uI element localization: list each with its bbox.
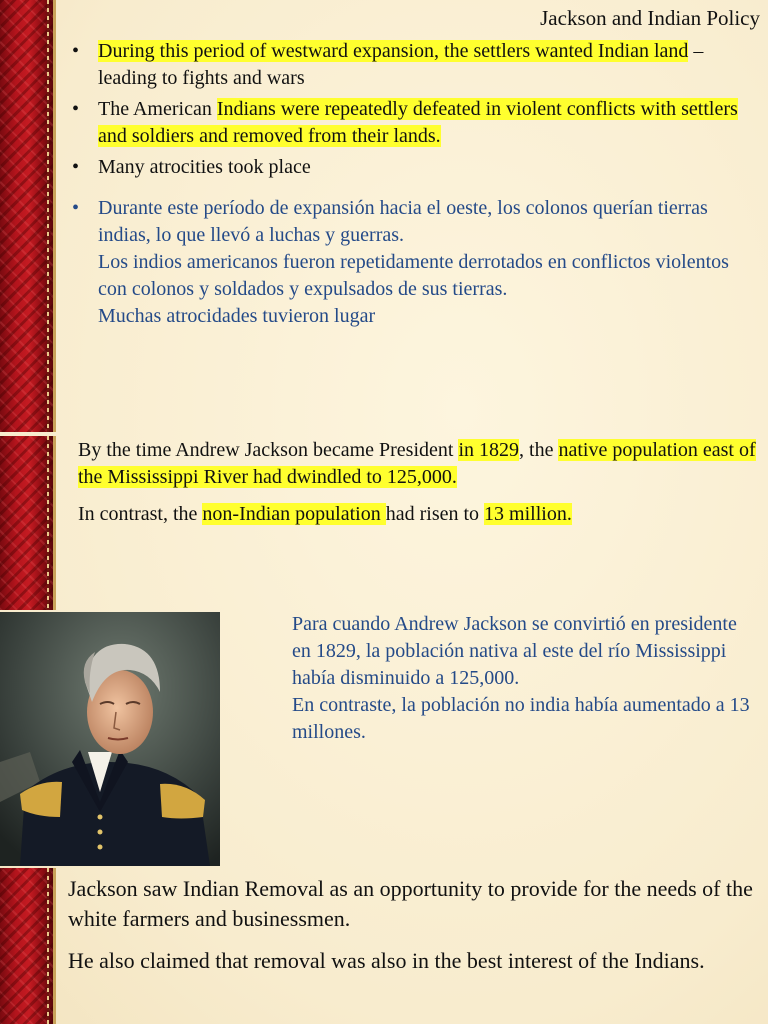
bullet-indians-defeated — [70, 96, 750, 150]
bullet-text: – leading to fights and wars — [98, 40, 704, 89]
removal-paragraph-2: He also claimed that removal was also in the best interest of the Indians. — [68, 948, 705, 973]
bullet-icon: • — [72, 98, 80, 120]
decorative-border-bottom — [0, 868, 56, 1024]
slide-title: Jackson and Indian Policy — [540, 6, 760, 30]
bullet-icon: • — [72, 40, 80, 62]
bullet-text: The American — [98, 98, 217, 120]
spanish-population-block — [292, 611, 752, 746]
decorative-border-middle — [0, 436, 56, 610]
portrait-image — [0, 612, 220, 866]
bullet-text: Many atrocities took place — [98, 156, 311, 178]
bullet-icon: • — [72, 197, 80, 219]
highlighted-text: native population east of the Mississippi River had dwindled to 125,000. — [78, 439, 756, 488]
spanish-line-1: Durante este período de expansión hacia el oeste, los colonos querían tierras indias, lo que llevó a luchas y guerras. — [98, 197, 708, 246]
bullet-icon: • — [72, 156, 80, 178]
bullet-westward-expansion — [70, 38, 750, 92]
removal-section — [68, 874, 758, 988]
bullet-spanish-translation — [70, 195, 750, 330]
removal-paragraph-1: Jackson saw Indian Removal as an opportunity to provide for the needs of the white farmers and businessmen. — [68, 876, 753, 931]
highlighted-text: in 1829 — [458, 439, 520, 461]
spanish-population-paragraph-2: En contraste, la población no india había aumentado a 13 millones. — [292, 694, 750, 743]
population-paragraph-1: By the time Andrew Jackson became President in 1829, the native population east of the Mississippi River had dwindled to 125,000. — [78, 439, 756, 488]
highlighted-text: 13 million. — [484, 503, 572, 525]
bullet-atrocities — [70, 154, 750, 181]
andrew-jackson-portrait — [0, 612, 220, 866]
spanish-line-3: Muchas atrocidades tuvieron lugar — [98, 305, 376, 327]
highlighted-text: During this period of westward expansion, the settlers wanted Indian land — [98, 40, 689, 62]
highlighted-text: non-Indian population — [202, 503, 386, 525]
spanish-line-2: Los indios americanos fueron repetidamente derrotados en conflictos violentos con colonos y soldados y expulsados de sus tierras. — [98, 251, 729, 300]
highlighted-text: Indians were repeatedly defeated in violent conflicts with settlers and soldiers and removed from their lands. — [98, 98, 738, 147]
population-paragraph-2: In contrast, the non-Indian population had risen to 13 million. — [78, 503, 572, 525]
population-section — [78, 437, 758, 538]
bullet-list — [70, 38, 750, 334]
spanish-population-paragraph-1: Para cuando Andrew Jackson se convirtió en presidente en 1829, la población nativa al este del río Mississippi había disminuido a 125,000. — [292, 613, 737, 689]
decorative-border-top — [0, 0, 56, 432]
